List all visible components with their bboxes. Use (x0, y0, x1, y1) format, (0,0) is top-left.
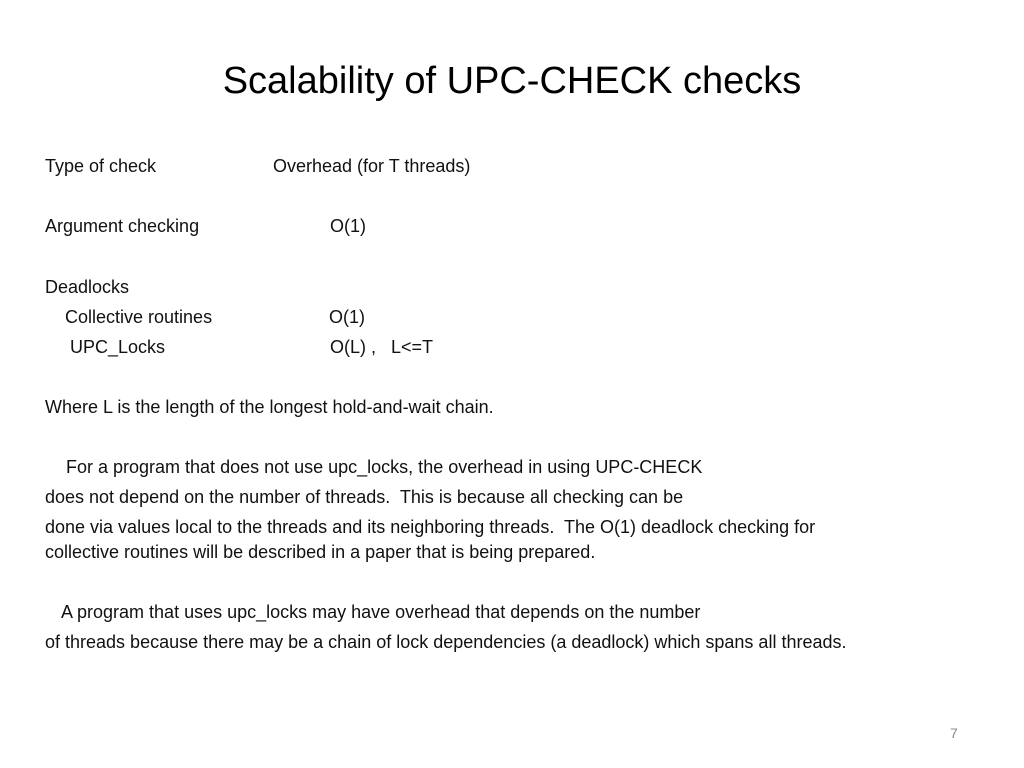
table-header-type-of-check: Type of check (45, 156, 157, 176)
row-collective-routines-label: Collective routines (65, 307, 213, 327)
page-number: 7 (950, 725, 958, 741)
row-deadlocks-label: Deadlocks (45, 277, 130, 297)
row-argument-checking-label: Argument checking (45, 216, 200, 236)
slide-title: Scalability of UPC-CHECK checks (222, 60, 802, 102)
row-upc-locks-label: UPC_Locks (70, 337, 166, 357)
paragraph1-line-3: done via values local to the threads and its neighboring threads. The O(1) deadlock checking for (45, 517, 816, 537)
paragraph2-line-2: of threads because there may be a chain of lock dependencies (a deadlock) which spans all threads. (45, 632, 847, 652)
paragraph1-line-1: For a program that does not use upc_locks, the overhead in using UPC-CHECK (66, 457, 703, 477)
paragraph1-line-2: does not depend on the number of threads. This is because all checking can be (45, 487, 684, 507)
row-argument-checking-value: O(1) (330, 216, 366, 236)
table-header-overhead: Overhead (for T threads) (273, 156, 471, 176)
row-upc-locks-value: O(L) , L<=T (330, 337, 434, 357)
row-collective-routines-value: O(1) (329, 307, 365, 327)
definition-text: Where L is the length of the longest hold-and-wait chain. (45, 397, 494, 417)
paragraph2-line-1: A program that uses upc_locks may have overhead that depends on the number (61, 602, 701, 622)
paragraph1-line-4: collective routines will be described in a paper that is being prepared. (45, 542, 596, 562)
